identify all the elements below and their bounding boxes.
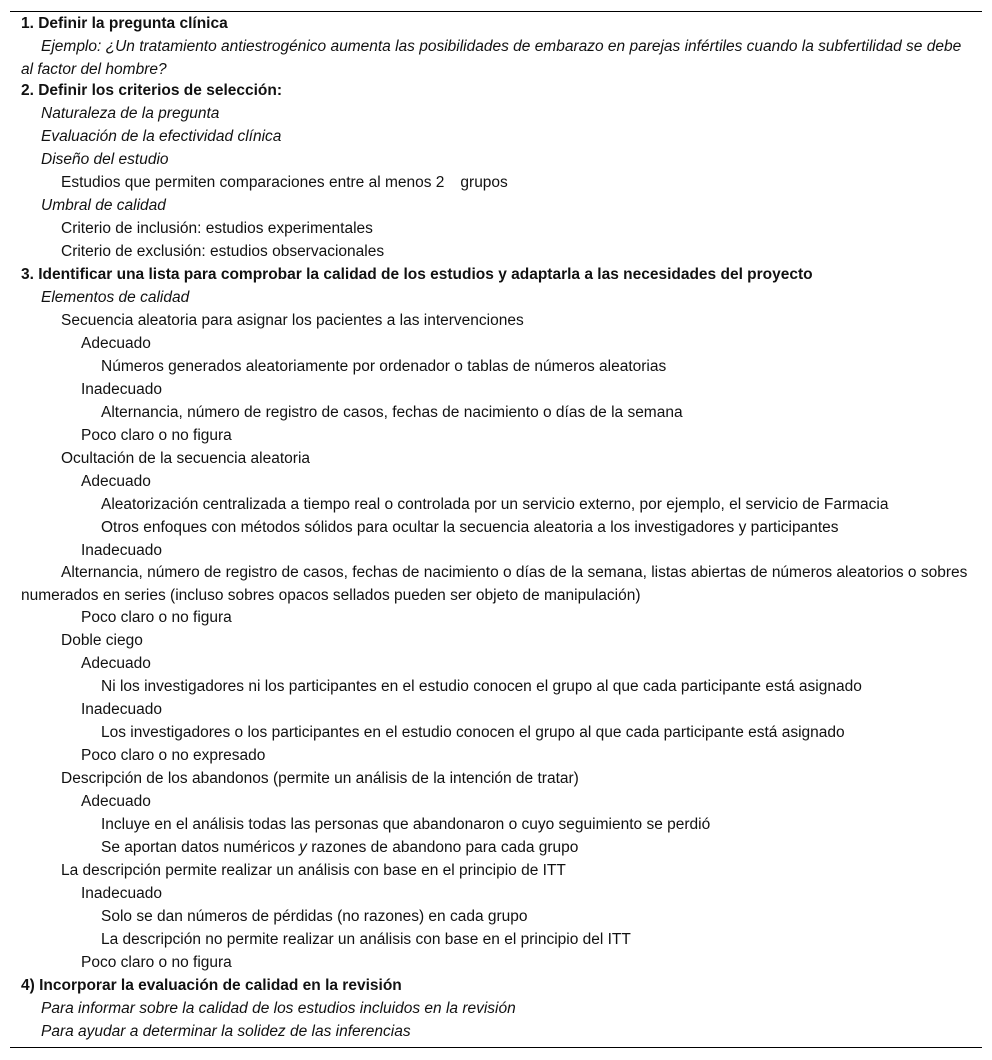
section-1-example: Ejemplo: ¿Un tratamiento antiestrogénico aumenta las posibilidades de embarazo en parejas infértiles cuando la subfertilidad se debe al factor del hombre? bbox=[21, 38, 962, 78]
section-1-heading: 1. Definir la pregunta clínica bbox=[21, 15, 228, 32]
section-4-heading: 4) Incorporar la evaluación de calidad en la revisión bbox=[21, 977, 402, 994]
dropouts-unclear: Poco claro o no figura bbox=[81, 954, 232, 971]
random-sequence-adequate-detail: Números generados aleatoriamente por ordenador o tablas de números aleatorias bbox=[101, 358, 667, 375]
dropouts-adequate: Adecuado bbox=[81, 793, 151, 810]
inclusion-criterion: Criterio de inclusión: estudios experimentales bbox=[61, 220, 373, 237]
concealment-item: Ocultación de la secuencia aleatoria bbox=[61, 450, 311, 467]
concealment-inadequate-detail: Alternancia, número de registro de casos, fechas de nacimiento o días de la semana, listas abiertas de números aleatorios o sobres numerados en series (incluso sobres opacos sellados pueden ser objeto de manipulación) bbox=[21, 564, 968, 604]
concealment-unclear: Poco claro o no figura bbox=[81, 609, 232, 626]
design-label: Diseño del estudio bbox=[41, 151, 169, 168]
concealment-adequate-detail-1: Aleatorización centralizada a tiempo real o controlada por un servicio externo, por ejemplo, el servicio de Farmacia bbox=[101, 496, 889, 513]
purpose-2: Para ayudar a determinar la solidez de las inferencias bbox=[41, 1023, 411, 1040]
design-item-groups: grupos bbox=[460, 174, 508, 191]
double-blind-unclear: Poco claro o no expresado bbox=[81, 747, 266, 764]
design-item bbox=[61, 171, 982, 194]
random-sequence-item: Secuencia aleatoria para asignar los pacientes a las intervenciones bbox=[61, 312, 524, 329]
random-sequence-inadequate-detail: Alternancia, número de registro de casos, fechas de nacimiento o días de la semana bbox=[101, 404, 683, 421]
quality-assessment-document bbox=[10, 11, 982, 1048]
concealment-inadequate: Inadecuado bbox=[81, 542, 163, 559]
dropouts-inadequate-detail-2: La descripción no permite realizar un análisis con base en el principio del ITT bbox=[101, 931, 631, 948]
double-blind-item: Doble ciego bbox=[61, 632, 143, 649]
double-blind-inadequate-detail: Los investigadores o los participantes en el estudio conocen el grupo al que cada participante está asignado bbox=[101, 724, 845, 741]
dropouts-item: Descripción de los abandonos (permite un análisis de la intención de tratar) bbox=[61, 770, 579, 787]
dropouts-adequate-detail-1: Incluye en el análisis todas las personas que abandonaron o cuyo seguimiento se perdió bbox=[101, 816, 711, 833]
random-sequence-unclear: Poco claro o no figura bbox=[81, 427, 232, 444]
section-2-heading: 2. Definir los criterios de selección: bbox=[21, 82, 283, 99]
dropouts-adequate-detail-2 bbox=[101, 836, 982, 859]
dropouts-detail-2-part-b: razones de abandono para cada grupo bbox=[306, 839, 579, 856]
dropouts-detail-2-part-a: Se aportan datos numéricos bbox=[101, 839, 300, 856]
dropouts-detail-2-conjunction: y bbox=[299, 839, 307, 856]
design-item-text: Estudios que permiten comparaciones entre al menos 2 bbox=[61, 174, 445, 191]
dropouts-inadequate: Inadecuado bbox=[81, 885, 163, 902]
section-3-heading: 3. Identificar una lista para comprobar la calidad de los estudios y adaptarla a las necesidades del proyecto bbox=[21, 266, 813, 283]
evaluation-label: Evaluación de la efectividad clínica bbox=[41, 128, 282, 145]
double-blind-adequate-detail: Ni los investigadores ni los participantes en el estudio conocen el grupo al que cada participante está asignado bbox=[101, 678, 862, 695]
itt-description-item: La descripción permite realizar un análisis con base en el principio de ITT bbox=[61, 862, 566, 879]
concealment-adequate: Adecuado bbox=[81, 473, 151, 490]
dropouts-inadequate-detail-1: Solo se dan números de pérdidas (no razones) en cada grupo bbox=[101, 908, 528, 925]
random-sequence-adequate: Adecuado bbox=[81, 335, 151, 352]
nature-label: Naturaleza de la pregunta bbox=[41, 105, 220, 122]
double-blind-adequate: Adecuado bbox=[81, 655, 151, 672]
threshold-label: Umbral de calidad bbox=[41, 197, 166, 214]
concealment-adequate-detail-2: Otros enfoques con métodos sólidos para ocultar la secuencia aleatoria a los investigadores y participantes bbox=[101, 519, 839, 536]
random-sequence-inadequate: Inadecuado bbox=[81, 381, 163, 398]
double-blind-inadequate: Inadecuado bbox=[81, 701, 163, 718]
exclusion-criterion: Criterio de exclusión: estudios observacionales bbox=[61, 243, 385, 260]
purpose-1: Para informar sobre la calidad de los estudios incluidos en la revisión bbox=[41, 1000, 516, 1017]
quality-elements-label: Elementos de calidad bbox=[41, 289, 190, 306]
